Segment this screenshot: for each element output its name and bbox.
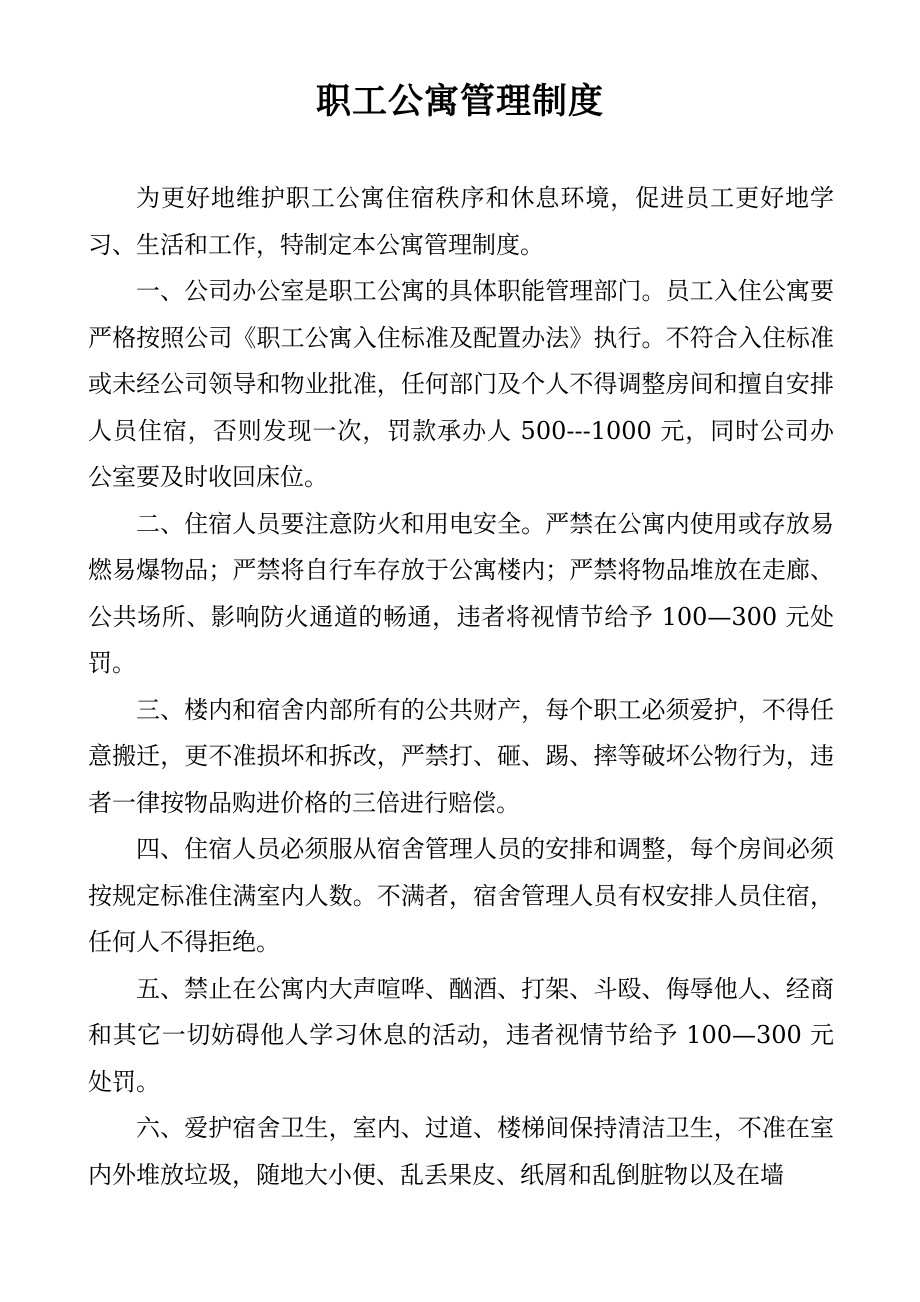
intro-paragraph: 为更好地维护职工公寓住宿秩序和休息环境，促进员工更好地学习、生活和工作，特制定本公寓管理制度。	[88, 184, 834, 259]
rule-paragraph-2: 二、住宿人员要注意防火和用电安全。严禁在公寓内使用或存放易燃易爆物品；严禁将自行车存放于公寓楼内；严禁将物品堆放在走廊、公共场所、影响防火通道的畅通，违者将视情节给予 100—300 元处罚。	[88, 509, 834, 677]
document-title: 职工公寓管理制度	[315, 82, 604, 122]
rule-paragraph-6: 六、爱护宿舍卫生，室内、过道、楼梯间保持清洁卫生，不准在室内外堆放垃圾，随地大小便、乱丢果皮、纸屑和乱倒脏物以及在墙	[88, 1114, 834, 1189]
document-body	[88, 175, 834, 1198]
rule-paragraph-3: 三、楼内和宿舍内部所有的公共财产，每个职工必须爱护，不得任意搬迁，更不准损坏和拆改，严禁打、砸、踢、摔等破坏公物行为，违者一律按物品购进价格的三倍进行赔偿。	[88, 695, 834, 817]
rule-paragraph-1: 一、公司办公室是职工公寓的具体职能管理部门。员工入住公寓要严格按照公司《职工公寓入住标准及配置办法》执行。不符合入住标准或未经公司领导和物业批准，任何部门及个人不得调整房间和擅自安排人员住宿，否则发现一次，罚款承办人 500---1000 元，同时公司办公室要及时收回床位。	[88, 277, 834, 491]
rule-paragraph-5: 五、禁止在公寓内大声喧哗、酗酒、打架、斗殴、侮辱他人、经商和其它一切妨碍他人学习休息的活动，违者视情节给予 100—300 元处罚。	[88, 974, 834, 1096]
rule-paragraph-4: 四、住宿人员必须服从宿舍管理人员的安排和调整，每个房间必须按规定标准住满室内人数。不满者，宿舍管理人员有权安排人员住宿，任何人不得拒绝。	[88, 835, 834, 956]
